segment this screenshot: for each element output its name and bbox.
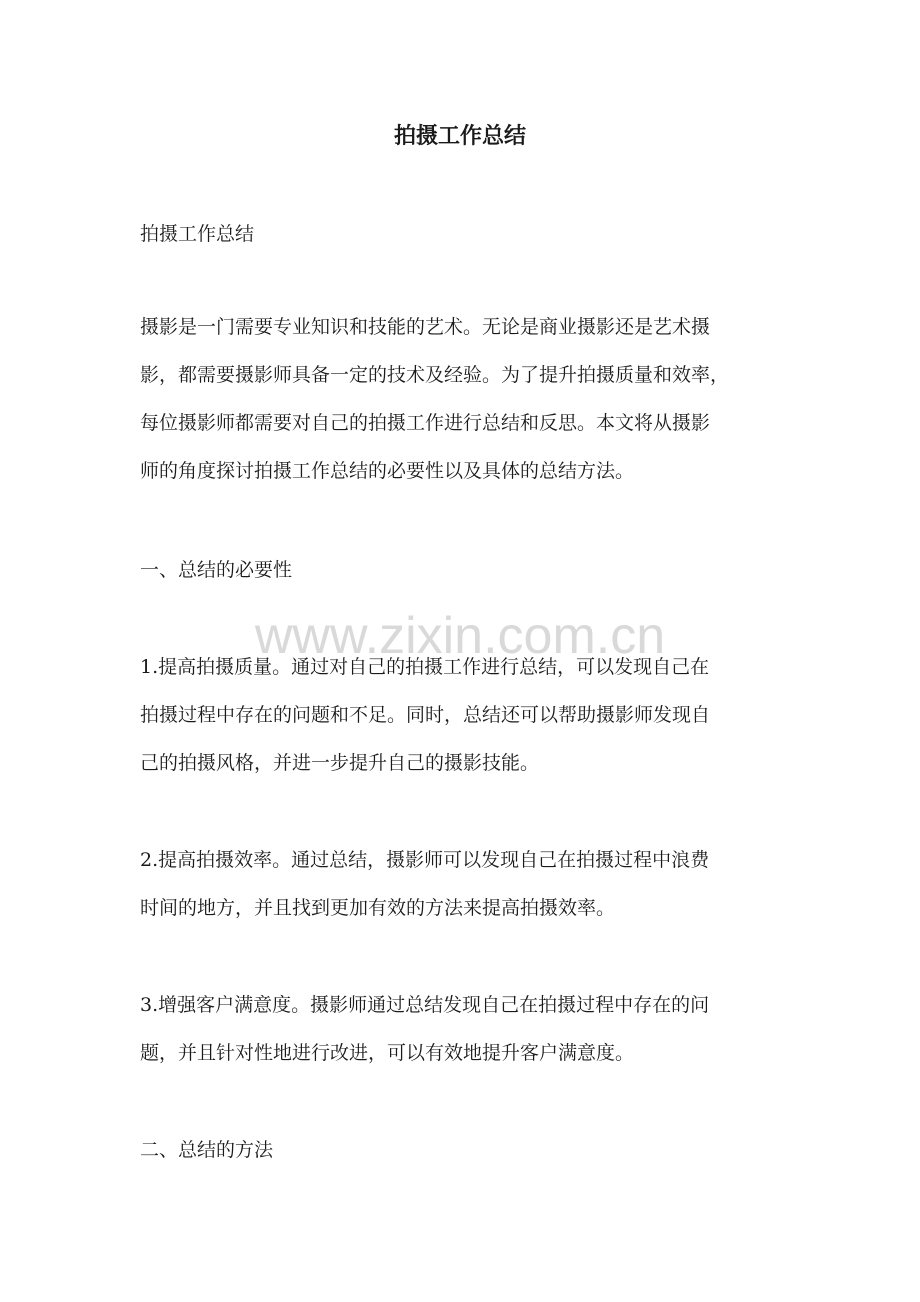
document-title: 拍摄工作总结 [393,123,526,149]
document-subtitle: 拍摄工作总结 [140,223,255,245]
section-heading-methods: 二、总结的方法 [140,1139,274,1161]
item-2-line-1: 2.提高拍摄效率。通过总结，摄影师可以发现自己在拍摄过程中浪费 [140,849,710,871]
watermark: www.zixin.com.cn [254,607,666,665]
item-1-line-2: 拍摄过程中存在的问题和不足。同时，总结还可以帮助摄影师发现自 [140,704,711,726]
item-3-line-1: 3.增强客户满意度。摄影师通过总结发现自己在拍摄过程中存在的问 [140,994,710,1016]
item-1-line-1: 1.提高拍摄质量。通过对自己的拍摄工作进行总结，可以发现自己在 [140,656,710,678]
item-3-line-2: 题，并且针对性地进行改进，可以有效地提升客户满意度。 [140,1042,635,1064]
intro-line-2: 影，都需要摄影师具备一定的技术及经验。为了提升拍摄质量和效率， [140,364,730,386]
intro-line-1: 摄影是一门需要专业知识和技能的艺术。无论是商业摄影还是艺术摄 [140,316,711,338]
intro-line-3: 每位摄影师都需要对自己的拍摄工作进行总结和反思。本文将从摄影 [140,412,711,434]
section-heading-necessity: 一、总结的必要性 [140,559,293,581]
item-1-line-3: 己的拍摄风格，并进一步提升自己的摄影技能。 [140,752,540,774]
intro-line-4: 师的角度探讨拍摄工作总结的必要性以及具体的总结方法。 [140,460,635,482]
item-2-line-2: 时间的地方，并且找到更加有效的方法来提高拍摄效率。 [140,897,616,919]
